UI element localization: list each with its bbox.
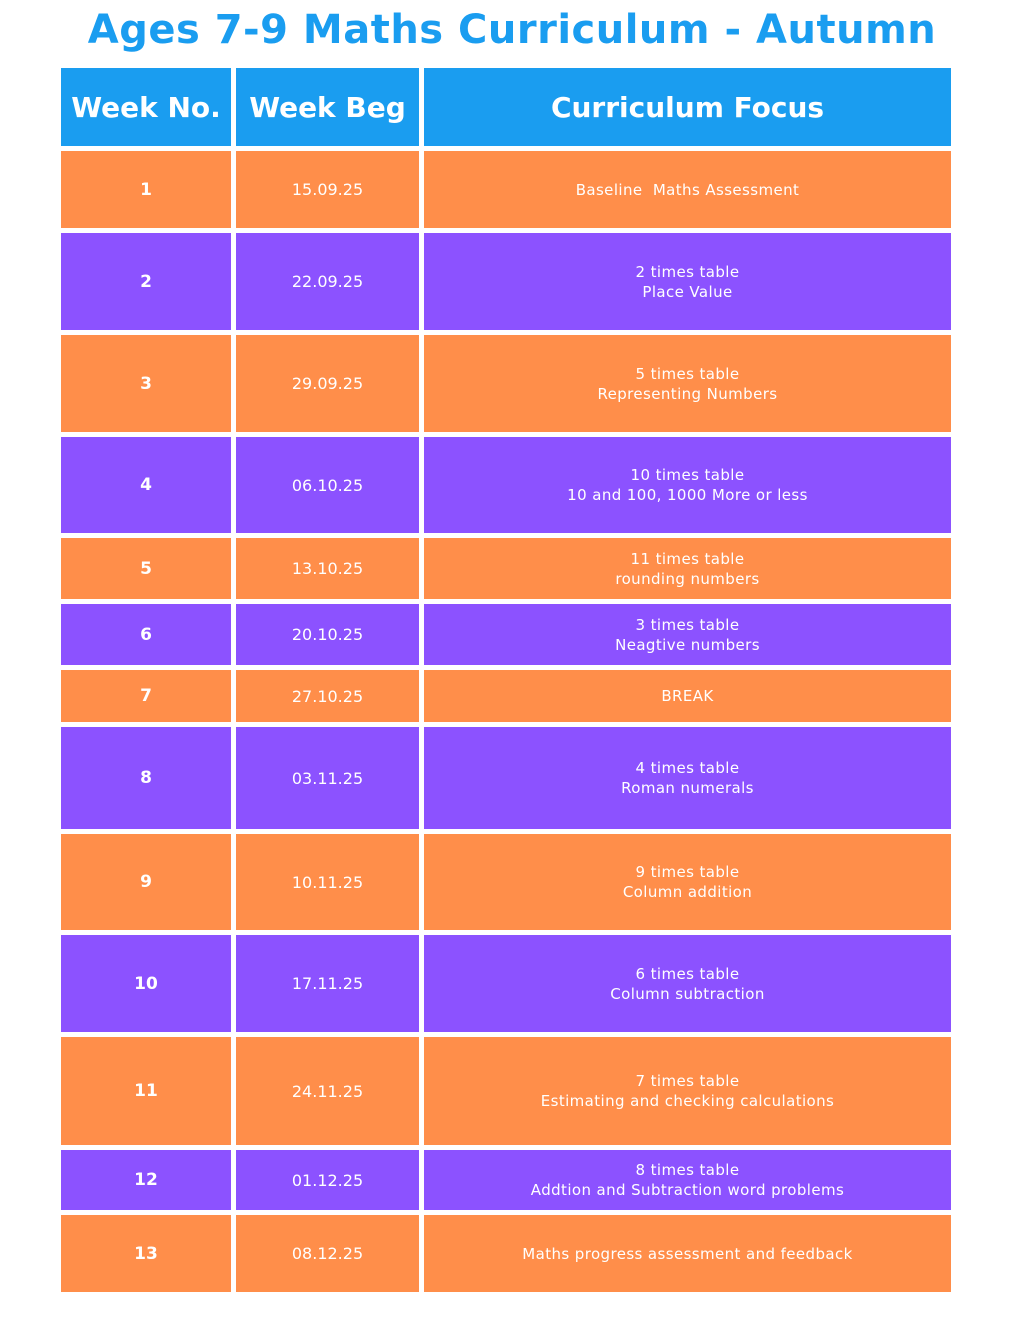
week-beginning-date: 13.10.25 (291, 559, 364, 578)
week-beginning-date: 01.12.25 (291, 1170, 364, 1190)
week-beginning-date: 29.09.25 (291, 374, 364, 393)
week-beginning-date: 22.09.25 (291, 272, 364, 291)
week-beginning-cell (236, 604, 419, 665)
focus-line: Baseline Maths Assessment (575, 180, 800, 199)
week-number: 4 (140, 475, 152, 495)
week-beginning-date: 27.10.25 (291, 686, 364, 706)
curriculum-focus-cell (424, 233, 951, 330)
week-number-cell (61, 1037, 231, 1145)
week-beginning-cell (236, 151, 419, 228)
week-number-cell (61, 1150, 231, 1210)
curriculum-focus-cell (424, 935, 951, 1032)
header-label: Curriculum Focus (550, 90, 825, 124)
week-beginning-date: 15.09.25 (291, 180, 364, 199)
focus-line: Addtion and Subtraction word problems (530, 1181, 845, 1199)
week-beginning-cell (236, 1215, 419, 1292)
focus-line: 9 times table (635, 863, 740, 881)
focus-line: 10 times table (630, 466, 745, 484)
week-number-cell (61, 935, 231, 1032)
focus-line: Column addition (622, 883, 753, 901)
week-number-cell (61, 670, 231, 722)
focus-line: Maths progress assessment and feedback (522, 1244, 853, 1263)
week-beginning-cell (236, 670, 419, 722)
focus-line: 11 times table (630, 549, 745, 568)
header-curriculum-focus (424, 68, 951, 146)
header-label: Week No. (71, 90, 221, 124)
week-number-cell (61, 538, 231, 599)
focus-line: Neagtive numbers (615, 635, 760, 654)
focus-line: Estimating and checking calculations (540, 1092, 835, 1110)
focus-line: rounding numbers (615, 569, 760, 588)
week-number: 2 (140, 271, 152, 292)
curriculum-focus-cell (424, 834, 951, 930)
week-number-cell (61, 233, 231, 330)
week-beginning-cell (236, 935, 419, 1032)
week-beginning-cell (236, 1150, 419, 1210)
curriculum-focus-cell (424, 604, 951, 665)
week-number: 5 (140, 558, 152, 579)
focus-line: 6 times table (635, 964, 740, 983)
header-label: Week Beg (249, 90, 406, 124)
week-beginning-date: 06.10.25 (291, 475, 364, 495)
curriculum-focus-cell (424, 727, 951, 829)
week-number-cell (61, 335, 231, 432)
week-number: 12 (134, 1170, 158, 1190)
week-beginning-cell (236, 727, 419, 829)
page-title: Ages 7-9 Maths Curriculum - Autumn (87, 7, 937, 53)
week-number-cell (61, 437, 231, 533)
curriculum-focus-cell (424, 670, 951, 722)
week-number: 8 (140, 768, 152, 788)
focus-line: 10 and 100, 1000 More or less (567, 486, 808, 504)
week-beginning-date: 10.11.25 (291, 872, 364, 892)
week-beginning-date: 20.10.25 (291, 625, 364, 644)
week-number-cell (61, 727, 231, 829)
week-beginning-cell (236, 335, 419, 432)
week-number: 13 (134, 1243, 158, 1264)
week-beginning-date: 08.12.25 (291, 1244, 364, 1263)
week-number-cell (61, 604, 231, 665)
focus-line: Column subtraction (610, 984, 765, 1003)
focus-line: Roman numerals (621, 779, 754, 797)
week-beginning-cell (236, 1037, 419, 1145)
focus-line: 8 times table (635, 1161, 740, 1179)
week-number: 11 (134, 1081, 158, 1101)
focus-line: 5 times table (635, 364, 740, 383)
header-week-beg (236, 68, 419, 146)
curriculum-focus-cell (424, 1215, 951, 1292)
week-beginning-cell (236, 437, 419, 533)
week-beginning-date: 03.11.25 (291, 768, 364, 788)
week-number-cell (61, 1215, 231, 1292)
curriculum-focus-cell (424, 538, 951, 599)
focus-line: BREAK (661, 687, 714, 705)
week-number: 9 (140, 872, 152, 892)
week-number: 1 (140, 179, 152, 200)
week-number-cell (61, 151, 231, 228)
week-number-cell (61, 834, 231, 930)
week-beginning-cell (236, 834, 419, 930)
curriculum-focus-cell (424, 1150, 951, 1210)
week-number: 3 (140, 373, 152, 394)
focus-line: 7 times table (635, 1072, 740, 1090)
week-number: 6 (140, 624, 152, 645)
week-beginning-date: 17.11.25 (291, 974, 364, 993)
focus-line: 4 times table (635, 759, 740, 777)
header-week-no (61, 68, 231, 146)
focus-line: Representing Numbers (597, 384, 778, 403)
focus-line: 3 times table (635, 615, 740, 634)
week-beginning-cell (236, 233, 419, 330)
focus-line: Place Value (642, 282, 733, 301)
week-number: 10 (134, 973, 158, 994)
curriculum-focus-cell (424, 335, 951, 432)
week-number: 7 (140, 686, 152, 706)
week-beginning-cell (236, 538, 419, 599)
curriculum-focus-cell (424, 1037, 951, 1145)
focus-line: 2 times table (635, 262, 740, 281)
week-beginning-date: 24.11.25 (291, 1081, 364, 1101)
curriculum-focus-cell (424, 151, 951, 228)
curriculum-focus-cell (424, 437, 951, 533)
